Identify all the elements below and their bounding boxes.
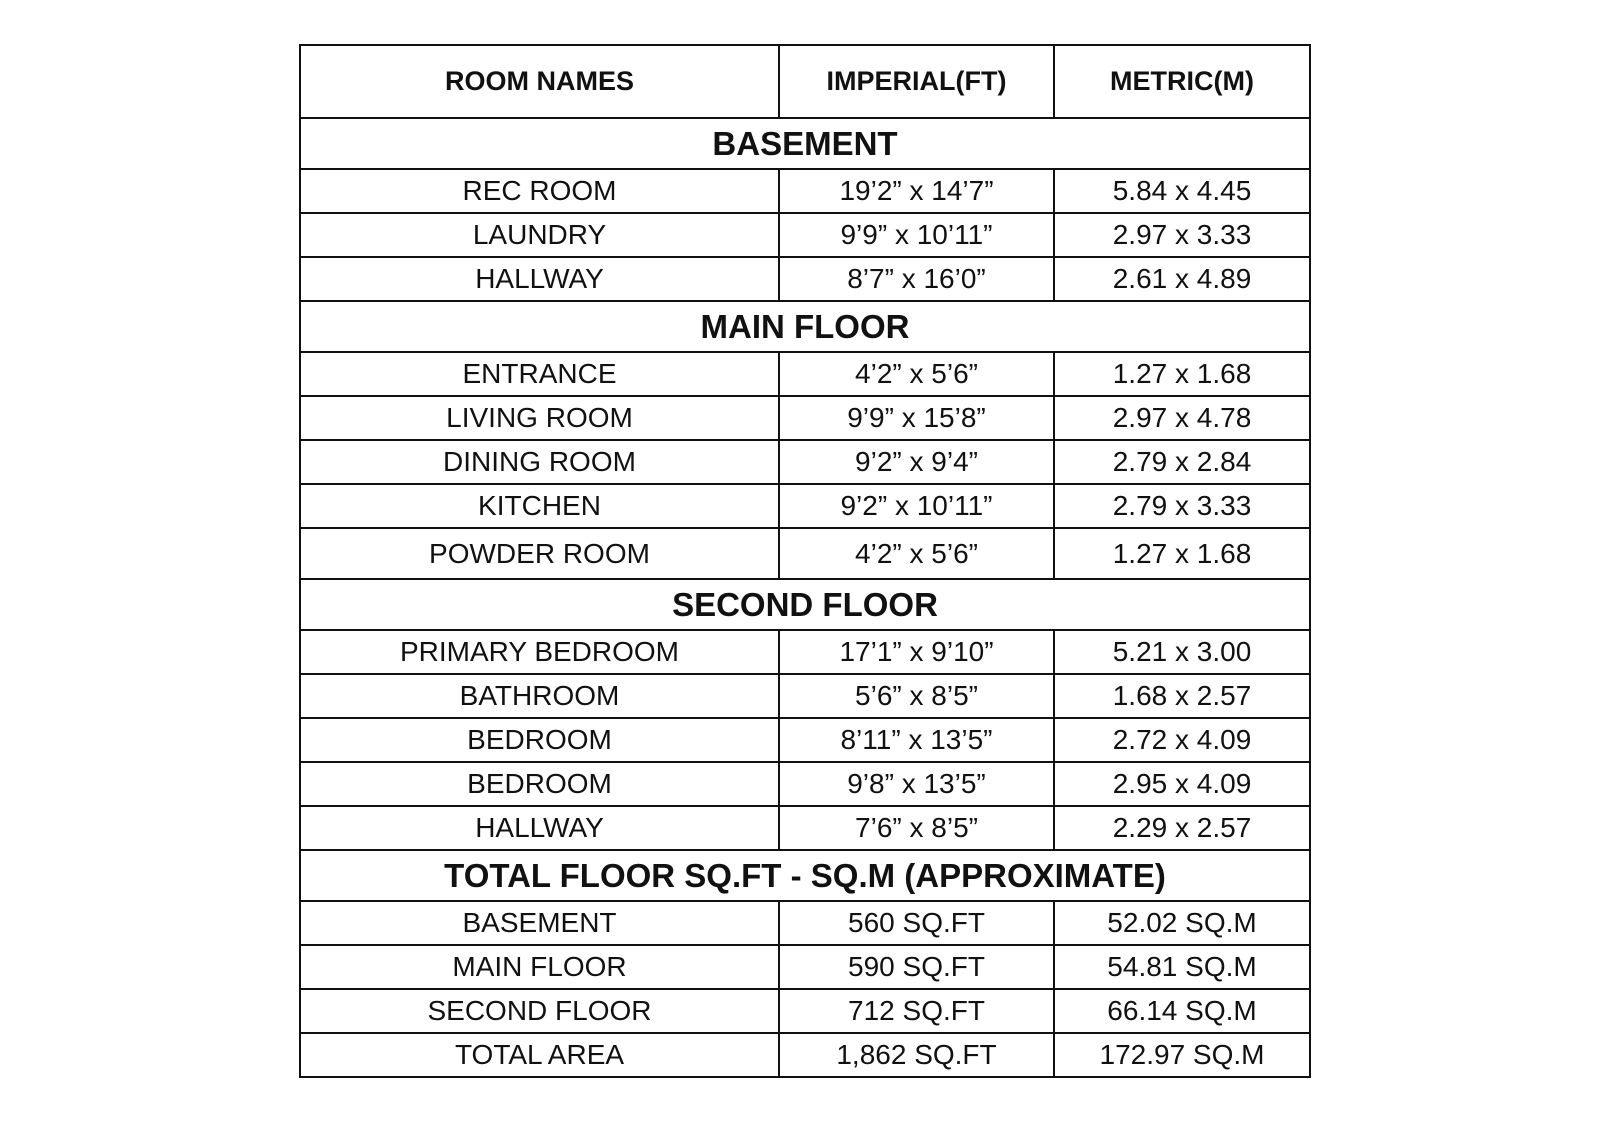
table-row xyxy=(300,528,1310,579)
metric-value: 2.95 x 4.09 xyxy=(1054,762,1310,806)
room-name: REC ROOM xyxy=(300,169,779,213)
metric-value: 1.27 x 1.68 xyxy=(1054,528,1310,579)
metric-area: 66.14 SQ.M xyxy=(1054,989,1310,1033)
imperial-value: 4’2” x 5’6” xyxy=(779,352,1054,396)
floor-name: TOTAL AREA xyxy=(300,1033,779,1077)
metric-value: 5.84 x 4.45 xyxy=(1054,169,1310,213)
imperial-area: 560 SQ.FT xyxy=(779,901,1054,945)
header-row xyxy=(300,45,1310,118)
floor-name: MAIN FLOOR xyxy=(300,945,779,989)
room-name: LAUNDRY xyxy=(300,213,779,257)
imperial-value: 17’1” x 9’10” xyxy=(779,630,1054,674)
section-main-floor xyxy=(300,301,1310,352)
imperial-area: 590 SQ.FT xyxy=(779,945,1054,989)
room-dimensions-table xyxy=(299,44,1311,1078)
metric-value: 2.97 x 3.33 xyxy=(1054,213,1310,257)
floor-name: BASEMENT xyxy=(300,901,779,945)
imperial-value: 9’9” x 15’8” xyxy=(779,396,1054,440)
imperial-value: 5’6” x 8’5” xyxy=(779,674,1054,718)
section-basement xyxy=(300,118,1310,169)
header-room-names: ROOM NAMES xyxy=(300,45,779,118)
room-name: PRIMARY BEDROOM xyxy=(300,630,779,674)
section-second-floor xyxy=(300,579,1310,630)
metric-value: 1.27 x 1.68 xyxy=(1054,352,1310,396)
room-name: BATHROOM xyxy=(300,674,779,718)
table-row xyxy=(300,806,1310,850)
metric-value: 5.21 x 3.00 xyxy=(1054,630,1310,674)
table-row xyxy=(300,440,1310,484)
room-name: HALLWAY xyxy=(300,257,779,301)
section-title: SECOND FLOOR xyxy=(300,579,1310,630)
imperial-value: 7’6” x 8’5” xyxy=(779,806,1054,850)
table-row xyxy=(300,989,1310,1033)
section-title: MAIN FLOOR xyxy=(300,301,1310,352)
imperial-value: 4’2” x 5’6” xyxy=(779,528,1054,579)
imperial-area: 712 SQ.FT xyxy=(779,989,1054,1033)
table-row xyxy=(300,484,1310,528)
metric-value: 2.97 x 4.78 xyxy=(1054,396,1310,440)
table-row xyxy=(300,396,1310,440)
floor-name: SECOND FLOOR xyxy=(300,989,779,1033)
imperial-value: 19’2” x 14’7” xyxy=(779,169,1054,213)
table-row xyxy=(300,213,1310,257)
metric-value: 2.61 x 4.89 xyxy=(1054,257,1310,301)
metric-value: 2.79 x 2.84 xyxy=(1054,440,1310,484)
metric-area: 54.81 SQ.M xyxy=(1054,945,1310,989)
table-row xyxy=(300,718,1310,762)
section-title: TOTAL FLOOR SQ.FT - SQ.M (APPROXIMATE) xyxy=(300,850,1310,901)
metric-value: 2.72 x 4.09 xyxy=(1054,718,1310,762)
metric-value: 2.79 x 3.33 xyxy=(1054,484,1310,528)
room-name: POWDER ROOM xyxy=(300,528,779,579)
room-name: BEDROOM xyxy=(300,718,779,762)
imperial-value: 9’2” x 10’11” xyxy=(779,484,1054,528)
table-row xyxy=(300,945,1310,989)
imperial-value: 9’2” x 9’4” xyxy=(779,440,1054,484)
room-name: HALLWAY xyxy=(300,806,779,850)
imperial-value: 8’11” x 13’5” xyxy=(779,718,1054,762)
room-name: BEDROOM xyxy=(300,762,779,806)
table-row xyxy=(300,762,1310,806)
metric-value: 1.68 x 2.57 xyxy=(1054,674,1310,718)
room-name: KITCHEN xyxy=(300,484,779,528)
metric-area: 172.97 SQ.M xyxy=(1054,1033,1310,1077)
imperial-value: 9’8” x 13’5” xyxy=(779,762,1054,806)
section-title: BASEMENT xyxy=(300,118,1310,169)
room-name: DINING ROOM xyxy=(300,440,779,484)
room-name: LIVING ROOM xyxy=(300,396,779,440)
table-row xyxy=(300,169,1310,213)
table-row xyxy=(300,352,1310,396)
imperial-area: 1,862 SQ.FT xyxy=(779,1033,1054,1077)
table-row xyxy=(300,630,1310,674)
table-row xyxy=(300,257,1310,301)
imperial-value: 8’7” x 16’0” xyxy=(779,257,1054,301)
header-metric: METRIC(M) xyxy=(1054,45,1310,118)
section-total-floor-area xyxy=(300,850,1310,901)
imperial-value: 9’9” x 10’11” xyxy=(779,213,1054,257)
total-area-row xyxy=(300,1033,1310,1077)
table-row xyxy=(300,674,1310,718)
header-imperial: IMPERIAL(FT) xyxy=(779,45,1054,118)
table-row xyxy=(300,901,1310,945)
room-name: ENTRANCE xyxy=(300,352,779,396)
metric-value: 2.29 x 2.57 xyxy=(1054,806,1310,850)
metric-area: 52.02 SQ.M xyxy=(1054,901,1310,945)
